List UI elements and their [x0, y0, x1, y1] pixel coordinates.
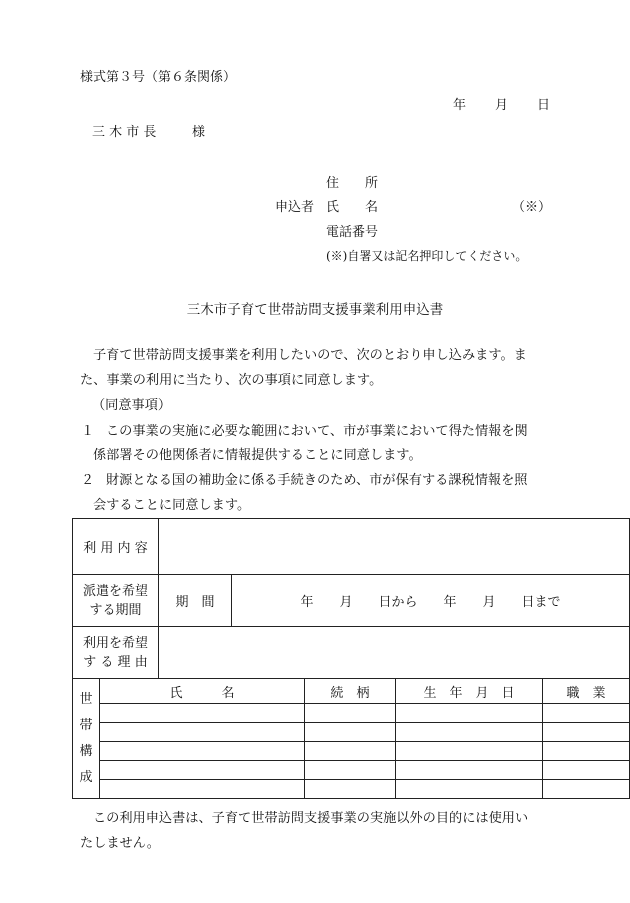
intro-line-2: た、事業の利用に当たり、次の事項に同意します。 [80, 373, 383, 388]
date-year: 年 [453, 98, 467, 113]
document-title: 三木市子育て世帯訪問支援事業利用申込書 [186, 302, 444, 318]
date-day: 日 [537, 98, 551, 113]
household-row [73, 780, 630, 799]
column-header-relation: 続 柄 [305, 679, 396, 704]
household-row [73, 742, 630, 761]
household-name-cell[interactable] [100, 723, 305, 742]
household-occupation-cell[interactable] [543, 780, 630, 799]
reason-label-line-2: す る 理 由 [83, 654, 148, 670]
consent-item-2-line-2: 会することに同意します。 [93, 498, 251, 513]
household-name-cell[interactable] [100, 761, 305, 780]
household-name-cell[interactable] [100, 742, 305, 761]
household-relation-cell[interactable] [305, 704, 396, 723]
address-label: 住 所 [326, 176, 379, 191]
household-birthdate-cell[interactable] [396, 780, 543, 799]
household-occupation-cell[interactable] [543, 742, 630, 761]
household-relation-cell[interactable] [305, 780, 396, 799]
reason-label-line-1: 利用を希望 [82, 635, 148, 651]
household-row [73, 761, 630, 780]
household-row [73, 723, 630, 742]
period-label-line-1: 派遣を希望 [82, 583, 148, 599]
intro-line-1: 子育て世帯訪問支援事業を利用したいので、次のとおり申し込みます。ま [93, 348, 527, 363]
addressee-name: 三 木 市 長 [92, 125, 157, 140]
date-month: 月 [495, 98, 509, 113]
reason-row [73, 627, 630, 679]
usage-content-field[interactable] [159, 519, 630, 575]
period-label-line-2: する期間 [89, 602, 142, 618]
reason-field[interactable] [159, 627, 630, 679]
household-occupation-cell[interactable] [543, 704, 630, 723]
seal-mark: （※） [512, 200, 552, 215]
period-row [73, 575, 630, 627]
usage-row [73, 519, 630, 575]
footer-line-1: この利用申込書は、子育て世帯訪問支援事業の実施以外の目的には使用い [93, 811, 529, 826]
footer-line-2: たしません。 [80, 836, 160, 851]
consent-item-1-line-1: この事業の実施に必要な範囲において、市が事業において得た情報を関 [106, 424, 528, 439]
household-label [73, 679, 100, 799]
consent-item-2-line-1: 財源となる国の補助金に係る手続きのため、市が保有する課税情報を照 [106, 473, 528, 488]
name-label: 氏 名 [326, 200, 379, 215]
household-birthdate-cell[interactable] [396, 704, 543, 723]
addressee-honorific: 様 [192, 125, 206, 140]
period-label [73, 575, 159, 627]
household-header-row [73, 679, 630, 704]
column-header-birthdate: 生 年 月 日 [396, 679, 543, 704]
usage-label: 利 用 内 容 [73, 519, 159, 575]
household-birthdate-cell[interactable] [396, 742, 543, 761]
application-table [72, 518, 630, 799]
household-name-cell[interactable] [100, 780, 305, 799]
household-relation-cell[interactable] [305, 723, 396, 742]
form-number: 様式第３号（第６条関係） [80, 70, 237, 85]
phone-label: 電話番号 [326, 225, 379, 240]
household-relation-cell[interactable] [305, 742, 396, 761]
consent-item-1-number: １ [81, 424, 95, 439]
consent-item-1-line-2: 係部署その他関係者に情報提供することに同意します。 [93, 448, 422, 463]
household-label-char-1: 世 [79, 691, 93, 707]
household-label-char-2: 帯 [79, 717, 93, 733]
period-sub-label: 期 間 [159, 575, 232, 627]
consent-item-2-number: ２ [81, 473, 95, 488]
household-occupation-cell[interactable] [543, 761, 630, 780]
consent-heading: （同意事項） [92, 398, 172, 413]
household-relation-cell[interactable] [305, 761, 396, 780]
applicant-label: 申込者 [275, 200, 315, 215]
household-label-char-3: 構 [79, 743, 93, 759]
column-header-occupation: 職 業 [543, 679, 630, 704]
household-birthdate-cell[interactable] [396, 723, 543, 742]
household-row [73, 704, 630, 723]
column-header-name: 氏 名 [100, 679, 305, 704]
signature-note: (※)自署又は記名押印してください。 [326, 249, 528, 263]
household-birthdate-cell[interactable] [396, 761, 543, 780]
period-field[interactable]: 年 月 日から 年 月 日まで [232, 575, 630, 627]
household-name-cell[interactable] [100, 704, 305, 723]
household-occupation-cell[interactable] [543, 723, 630, 742]
reason-label [73, 627, 159, 679]
household-label-char-4: 成 [79, 769, 93, 785]
